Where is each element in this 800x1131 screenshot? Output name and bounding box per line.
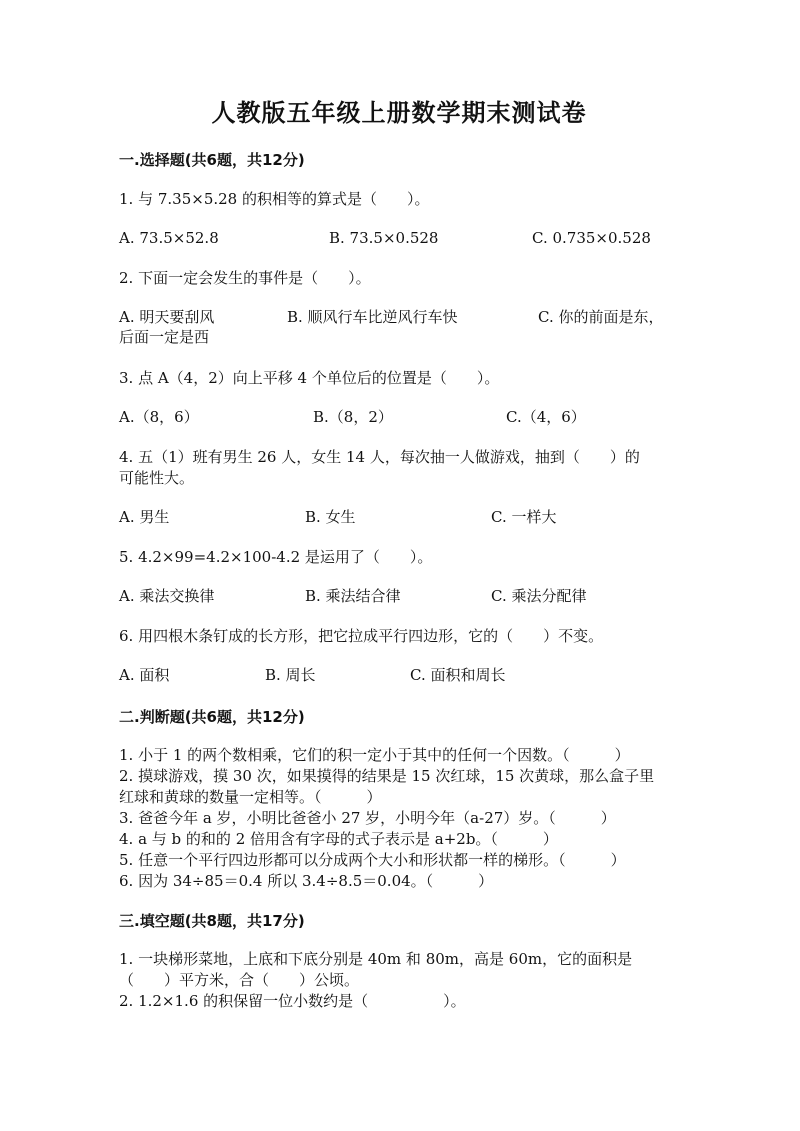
option-c: C.（4，6）: [506, 408, 586, 426]
question-4: 4. 五（1）班有男生 26 人，女生 14 人，每次抽一人做游戏，抽到（ ）的: [119, 448, 640, 466]
judgment-2-continued: 红球和黄球的数量一定相等。（ ）: [119, 788, 382, 806]
option-a: A. 面积: [119, 666, 170, 684]
option-c: C. 乘法分配律: [491, 587, 587, 605]
option-a: A. 男生: [119, 508, 170, 526]
option-a: A. 乘法交换律: [119, 587, 215, 605]
option-c: C. 你的前面是东，: [538, 308, 664, 326]
question-5: 5. 4.2×99=4.2×100-4.2 是运用了（ ）。: [119, 548, 433, 566]
fill-1-continued: （ ）平方米，合（ ）公顷。: [119, 971, 360, 989]
option-b: B. 周长: [265, 666, 316, 684]
option-a: A.（8，6）: [119, 408, 199, 426]
question-3: 3. 点 A（4，2）向上平移 4 个单位后的位置是（ ）。: [119, 369, 500, 387]
judgment-2: 2. 摸球游戏，摸 30 次，如果摸得的结果是 15 次红球，15 次黄球，那么盒子里: [119, 767, 655, 785]
option-c: C. 0.735×0.528: [532, 229, 651, 247]
fill-1: 1. 一块梯形菜地，上底和下底分别是 40m 和 80m，高是 60m，它的面积是: [119, 950, 633, 968]
option-c: C. 一样大: [491, 508, 557, 526]
judgment-5: 5. 任意一个平行四边形都可以分成两个大小和形状都一样的梯形。（ ）: [119, 851, 626, 869]
option-b: B. 顺风行车比逆风行车快: [287, 308, 458, 326]
option-b: B. 女生: [305, 508, 356, 526]
judgment-3: 3. 爸爸今年 a 岁，小明比爸爸小 27 岁，小明今年（a-27）岁。（ ）: [119, 809, 616, 827]
question-2: 2. 下面一定会发生的事件是（ ）。: [119, 269, 371, 287]
question-4-continued: 可能性大。: [119, 469, 195, 487]
section-heading-fill: 三.填空题(共8题，共17分): [119, 912, 305, 930]
section-heading-choice: 一.选择题(共6题，共12分): [119, 151, 305, 169]
option-b: B.（8，2）: [313, 408, 393, 426]
section-heading-judgment: 二.判断题(共6题，共12分): [119, 708, 305, 726]
judgment-4: 4. a 与 b 的和的 2 倍用含有字母的式子表示是 a+2b。（ ）: [119, 830, 558, 848]
judgment-1: 1. 小于 1 的两个数相乘，它们的积一定小于其中的任何一个因数。（ ）: [119, 746, 630, 764]
option-b: B. 乘法结合律: [305, 587, 401, 605]
option-a: A. 73.5×52.8: [119, 229, 219, 247]
option-a: A. 明天要刮风: [119, 308, 215, 326]
option-b: B. 73.5×0.528: [329, 229, 439, 247]
page-title: 人教版五年级上册数学期末测试卷: [211, 99, 587, 127]
fill-2: 2. 1.2×1.6 的积保留一位小数约是（ ）。: [119, 992, 466, 1010]
judgment-6: 6. 因为 34÷85＝0.4 所以 3.4÷8.5＝0.04。（ ）: [119, 872, 494, 890]
option-c: C. 面积和周长: [410, 666, 506, 684]
question-1: 1. 与 7.35×5.28 的积相等的算式是（ ）。: [119, 190, 430, 208]
option-c-continued: 后面一定是西: [119, 328, 210, 346]
question-6: 6. 用四根木条钉成的长方形，把它拉成平行四边形，它的（ ）不变。: [119, 627, 604, 645]
